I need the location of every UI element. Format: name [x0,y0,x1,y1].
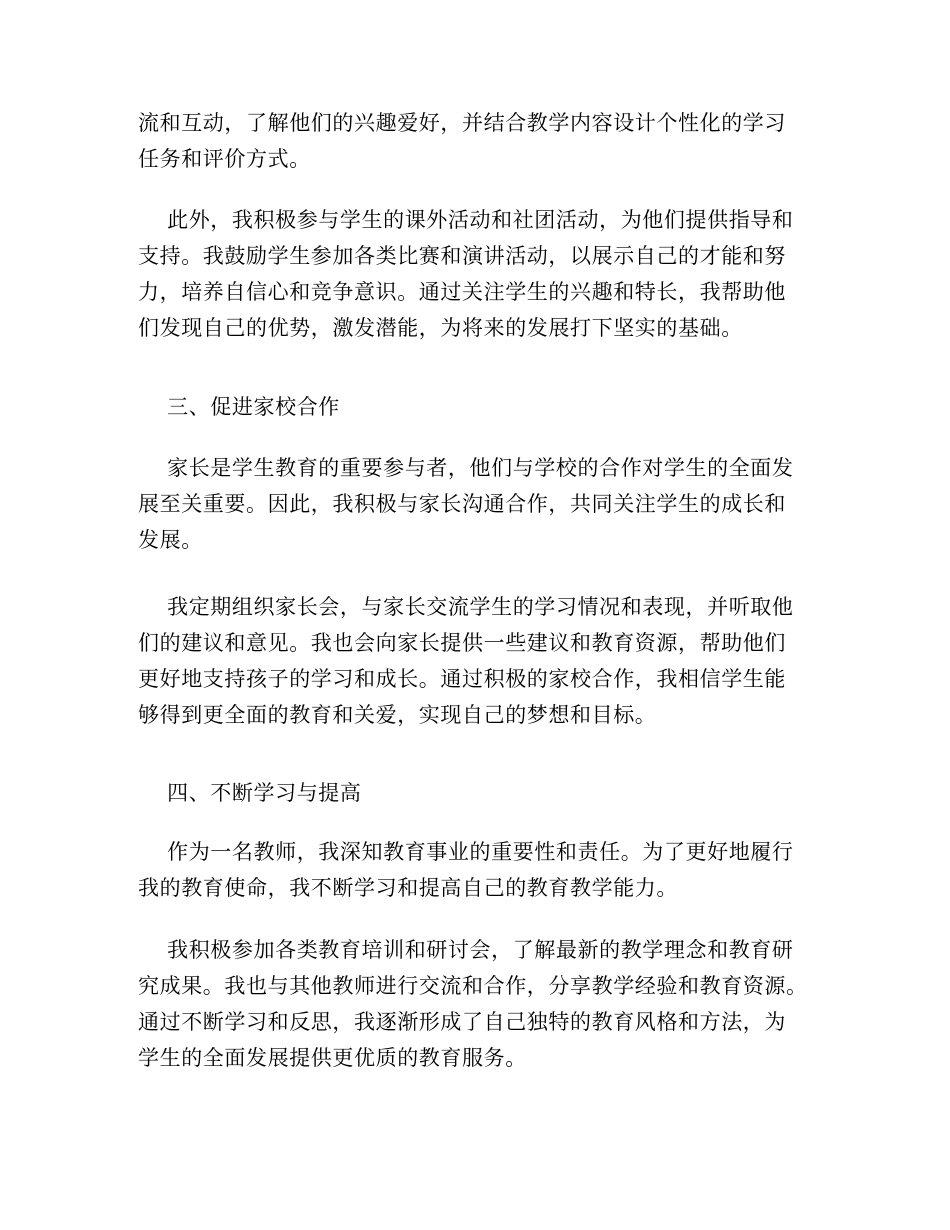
text-line: 家长是学生教育的重要参与者，他们与学校的合作对学生的全面发 [138,456,794,480]
text-line: 学生的全面发展提供更优质的教育服务。 [138,1046,527,1070]
text-line: 支持。我鼓励学生参加各类比赛和演讲活动，以展示自己的才能和努 [138,244,786,268]
paragraph-6 [138,932,838,1076]
text-line: 们的建议和意见。我也会向家长提供一些建议和教育资源，帮助他们 [138,631,786,655]
text-line: 我定期组织家长会，与家长交流学生的学习情况和表现，并听取他 [138,595,794,619]
text-line: 更好地支持孩子的学习和成长。通过积极的家校合作，我相信学生能 [138,667,786,691]
heading-text: 三、促进家校合作 [138,395,340,419]
section-heading-3 [138,389,838,425]
text-line: 发展。 [138,528,203,552]
heading-text: 四、不断学习与提高 [138,781,362,805]
text-line: 流和互动，了解他们的兴趣爱好，并结合教学内容设计个性化的学习 [138,111,786,135]
text-line: 够得到更全面的教育和关爱，实现自己的梦想和目标。 [138,703,657,727]
section-heading-4 [138,775,838,811]
text-line: 力，培养自信心和竞争意识。通过关注学生的兴趣和特长，我帮助他 [138,280,786,304]
text-line: 此外，我积极参与学生的课外活动和社团活动，为他们提供指导和 [138,208,794,232]
paragraph-3 [138,450,838,558]
paragraph-2 [138,202,838,346]
text-line: 通过不断学习和反思，我逐渐形成了自己独特的教育风格和方法，为 [138,1010,786,1034]
text-line: 究成果。我也与其他教师进行交流和合作，分享教学经验和教育资源。 [138,974,808,998]
text-line: 我的教育使命，我不断学习和提高自己的教育教学能力。 [138,876,678,900]
paragraph-4 [138,589,838,733]
text-line: 们发现自己的优势，激发潜能，为将来的发展打下坚实的基础。 [138,316,743,340]
text-line: 任务和评价方式。 [138,147,311,171]
text-line: 我积极参加各类教育培训和研讨会，了解最新的教学理念和教育研 [138,938,794,962]
paragraph-1 [138,105,838,177]
text-line: 作为一名教师，我深知教育事业的重要性和责任。为了更好地履行 [138,840,794,864]
text-line: 展至关重要。因此，我积极与家长沟通合作，共同关注学生的成长和 [138,492,786,516]
paragraph-5 [138,834,838,906]
